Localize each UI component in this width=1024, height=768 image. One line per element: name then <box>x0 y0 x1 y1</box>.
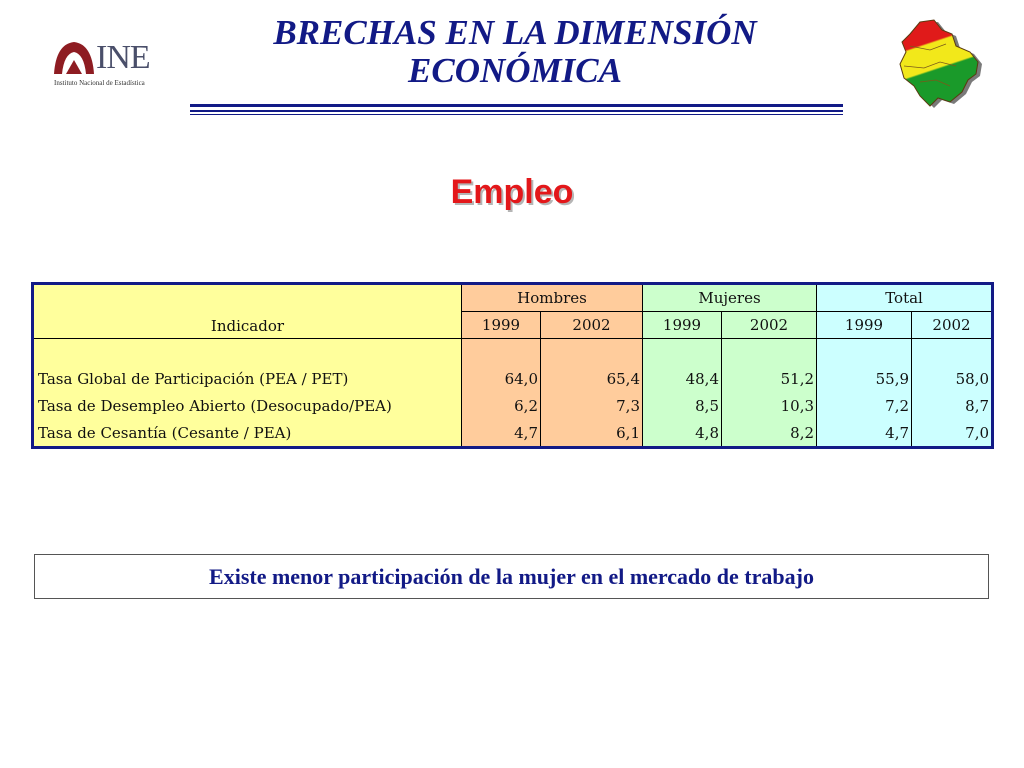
row-label: Tasa de Cesantía (Cesante / PEA) <box>33 419 462 448</box>
table-cell: 6,2 <box>462 392 541 419</box>
table-cell: 64,0 <box>462 365 541 392</box>
table-cell: 48,4 <box>643 365 722 392</box>
logo-subtitle: Instituto Nacional de Estadística <box>54 79 145 87</box>
table-cell: 10,3 <box>722 392 817 419</box>
bolivia-map-icon <box>890 16 984 108</box>
year-header: 2002 <box>912 312 993 339</box>
table-row <box>33 365 993 392</box>
table-cell: 51,2 <box>722 365 817 392</box>
table-cell: 8,7 <box>912 392 993 419</box>
year-header: 1999 <box>817 312 912 339</box>
group-header-total: Total <box>817 284 993 312</box>
table-cell: 8,5 <box>643 392 722 419</box>
year-header: 2002 <box>722 312 817 339</box>
ine-logo-icon <box>52 38 96 78</box>
indicator-header: Indicador <box>33 284 462 339</box>
table-cell: 4,7 <box>817 419 912 448</box>
conclusion-note: Existe menor participación de la mujer en el mercado de trabajo <box>34 554 989 599</box>
group-header-hombres: Hombres <box>462 284 643 312</box>
year-header: 1999 <box>643 312 722 339</box>
table-cell: 65,4 <box>541 365 643 392</box>
year-header: 2002 <box>541 312 643 339</box>
table-cell: 8,2 <box>722 419 817 448</box>
row-label: Tasa de Desempleo Abierto (Desocupado/PEA) <box>33 392 462 419</box>
table-cell: 4,7 <box>462 419 541 448</box>
table-cell: 4,8 <box>643 419 722 448</box>
table-row <box>33 392 993 419</box>
table-row <box>33 419 993 448</box>
title-rule <box>190 110 843 112</box>
table-header-row <box>33 284 993 312</box>
title-rule <box>190 104 843 107</box>
table-cell: 7,0 <box>912 419 993 448</box>
logo-wordmark: INE <box>96 39 150 76</box>
table-cell: 7,3 <box>541 392 643 419</box>
year-header: 1999 <box>462 312 541 339</box>
slide-title: BRECHAS EN LA DIMENSIÓN ECONÓMICA <box>273 13 757 90</box>
section-subtitle: Empleo <box>450 173 574 211</box>
table-cell: 58,0 <box>912 365 993 392</box>
row-label: Tasa Global de Participación (PEA / PET) <box>33 365 462 392</box>
table-cell: 55,9 <box>817 365 912 392</box>
employment-table <box>31 282 994 449</box>
table-cell: 6,1 <box>541 419 643 448</box>
table-spacer-row <box>33 339 993 366</box>
group-header-mujeres: Mujeres <box>643 284 817 312</box>
table-cell: 7,2 <box>817 392 912 419</box>
title-rule <box>190 114 843 115</box>
ine-logo <box>52 38 164 90</box>
